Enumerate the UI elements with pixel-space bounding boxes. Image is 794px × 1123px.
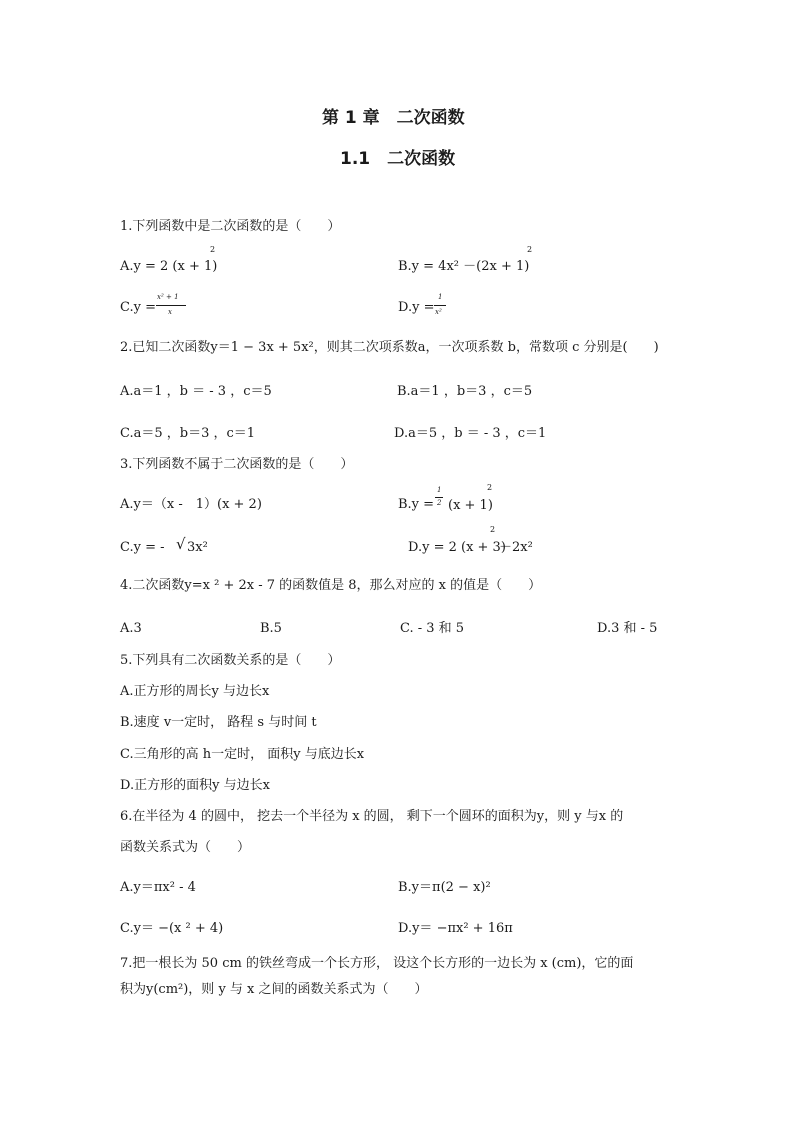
question-2-stem: 2.已知二次函数y＝1 − 3x + 5x²，则其二次项系数a，一次项系数 b，常数项 c 分别是( ) <box>120 340 659 355</box>
question-3-option-c-prefix: C.y = - <box>120 540 165 555</box>
question-3-option-b-denominator: 2 <box>437 499 442 507</box>
question-6-option-b: B.y＝π(2 − x)² <box>398 880 491 895</box>
question-3-option-b-prefix: B.y = <box>398 497 435 512</box>
question-3-stem: 3.下列函数不属于二次函数的是（ ） <box>120 457 354 472</box>
question-4-option-d: D.3 和 - 5 <box>597 621 658 636</box>
question-6-stem-line-1: 6.在半径为 4 的圆中， 挖去一个半径为 x 的圆， 剩下一个圆环的面积为y，则 y 与x 的 <box>120 809 624 824</box>
question-1-option-d-prefix: D.y = <box>398 300 435 315</box>
question-3-option-a: A.y＝（x - 1）(x + 2) <box>120 497 262 512</box>
question-6-option-c: C.y＝ −(x ² + 4) <box>120 921 224 936</box>
question-7-stem-line-2: 积为y(cm²)，则 y 与 x 之间的函数关系式为（ ） <box>120 982 428 997</box>
question-3-option-d-exponent: 2 <box>490 525 496 534</box>
question-6-option-a: A.y＝πx² - 4 <box>120 880 196 895</box>
question-3-option-c-radical-icon: √ <box>176 535 186 553</box>
question-3-option-b-numerator: 1 <box>437 486 442 494</box>
question-7-stem-line-1: 7.把一根长为 50 cm 的铁丝弯成一个长方形， 设这个长方形的一边长为 x (cm)，它的面 <box>120 956 634 971</box>
question-5-option-c: C.三角形的高 h一定时， 面积y 与底边长x <box>120 747 365 762</box>
question-4-option-a: A.3 <box>120 621 142 636</box>
question-2-option-b: B.a＝1 ，b＝3 ，c＝5 <box>397 384 533 399</box>
question-5-option-b: B.速度 v一定时， 路程 s 与时间 t <box>120 715 317 730</box>
question-1-stem: 1.下列函数中是二次函数的是（ ） <box>120 219 341 234</box>
question-1-option-d-numerator: 1 <box>438 293 443 301</box>
question-5-option-a: A.正方形的周长y 与边长x <box>120 684 270 699</box>
question-5-stem: 5.下列具有二次函数关系的是（ ） <box>120 653 341 668</box>
question-4-option-c: C. - 3 和 5 <box>400 621 465 636</box>
question-6-option-d: D.y＝ −πx² + 16π <box>398 921 513 936</box>
question-1-option-a: A.y = 2 (x + 1) <box>120 259 218 274</box>
question-2-option-d: D.a＝5 ，b ＝ - 3 ，c＝1 <box>394 426 547 441</box>
question-4-stem: 4.二次函数y=x ² + 2x - 7 的函数值是 8，那么对应的 x 的值是（ ） <box>120 578 542 593</box>
question-1-option-b-exponent: 2 <box>527 245 533 254</box>
question-3-option-b-exponent: 2 <box>487 483 493 492</box>
question-6-stem-line-2: 函数关系式为（ ） <box>120 840 251 855</box>
question-1-option-c-fraction-bar <box>156 305 186 306</box>
question-1-option-d-denominator: x² <box>435 308 442 316</box>
question-5-option-d: D.正方形的面积y 与边长x <box>120 778 270 793</box>
question-3-option-c-rest: 3x² <box>187 540 208 555</box>
question-3-option-b-rest: (x + 1) <box>448 498 493 513</box>
question-1-option-b: B.y = 4x² －(2x + 1) <box>398 259 530 274</box>
question-2-option-c: C.a＝5 ，b＝3 ，c＝1 <box>120 426 256 441</box>
question-1-option-c-prefix: C.y = <box>120 300 156 315</box>
chapter-title: 第 1 章 二次函数 <box>322 108 465 128</box>
question-3-option-b-fraction-bar <box>435 497 443 498</box>
question-2-option-a: A.a＝1 ，b ＝ - 3 ，c＝5 <box>120 384 272 399</box>
question-1-option-c-denominator: x <box>168 308 172 316</box>
question-1-option-a-exponent: 2 <box>210 245 216 254</box>
question-4-option-b: B.5 <box>260 621 282 636</box>
question-3-option-d: D.y = 2 (x + 3) <box>408 540 506 555</box>
section-title: 1.1 二次函数 <box>340 149 456 169</box>
question-1-option-d-fraction-bar <box>434 305 446 306</box>
question-3-option-d-rest: －2x² <box>499 540 533 555</box>
question-1-option-c-numerator: x² + 1 <box>157 293 179 301</box>
